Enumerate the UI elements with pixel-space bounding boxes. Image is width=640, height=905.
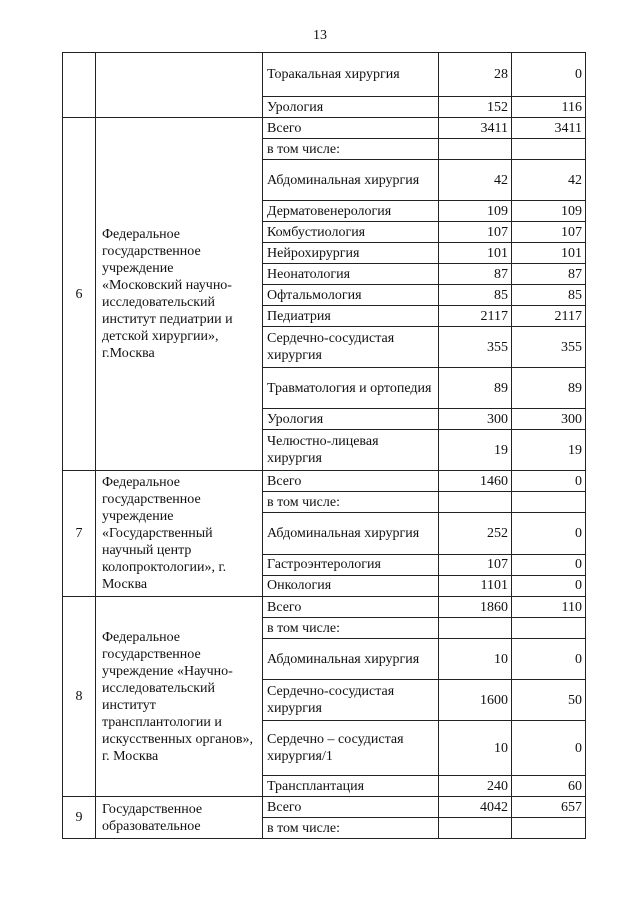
value-cell-2: 0 (512, 639, 586, 680)
specialty-cell: в том числе: (263, 139, 439, 160)
value-cell-2: 89 (512, 368, 586, 409)
value-cell-1: 109 (439, 201, 512, 222)
value-cell-1: 1860 (439, 597, 512, 618)
value-cell-2: 0 (512, 471, 586, 492)
specialty-cell: Онкология (263, 575, 439, 596)
org-name (96, 53, 263, 118)
value-cell-2 (512, 618, 586, 639)
specialty-cell: Челюстно-лицевая хирургия (263, 430, 439, 471)
specialty-cell: Урология (263, 409, 439, 430)
value-cell-1: 152 (439, 97, 512, 118)
specialty-cell: Дерматовенерология (263, 201, 439, 222)
org-name: Государственное образовательное (96, 797, 263, 839)
value-cell-2: 50 (512, 680, 586, 721)
org-number: 8 (63, 597, 96, 797)
value-cell-1: 28 (439, 53, 512, 97)
specialty-cell: Неонатология (263, 264, 439, 285)
value-cell-1: 87 (439, 264, 512, 285)
org-name: Федеральное государственное учреждение «Государственный научный центр колопроктологии», г. Москва (96, 471, 263, 597)
value-cell-2: 657 (512, 797, 586, 818)
specialty-cell: в том числе: (263, 618, 439, 639)
specialty-cell: Торакальная хирургия (263, 53, 439, 97)
value-cell-1: 85 (439, 285, 512, 306)
table-row (63, 471, 586, 492)
value-cell-2: 110 (512, 597, 586, 618)
value-cell-2: 300 (512, 409, 586, 430)
value-cell-1: 1600 (439, 680, 512, 721)
specialty-cell: Комбустиология (263, 222, 439, 243)
value-cell-1: 2117 (439, 306, 512, 327)
value-cell-1: 19 (439, 430, 512, 471)
specialty-cell: Всего (263, 597, 439, 618)
value-cell-1: 1460 (439, 471, 512, 492)
value-cell-1: 101 (439, 243, 512, 264)
specialty-cell: Нейрохирургия (263, 243, 439, 264)
value-cell-1 (439, 818, 512, 839)
specialty-cell: Сердечно – сосудистая хирургия/1 (263, 721, 439, 776)
hospital-beds-table (62, 52, 586, 839)
value-cell-1: 107 (439, 554, 512, 575)
table-row (63, 797, 586, 818)
value-cell-1: 240 (439, 776, 512, 797)
specialty-cell: Сердечно-сосудистая хирургия (263, 680, 439, 721)
value-cell-1: 3411 (439, 118, 512, 139)
org-number: 6 (63, 118, 96, 471)
value-cell-2: 0 (512, 554, 586, 575)
specialty-cell: Педиатрия (263, 306, 439, 327)
value-cell-2: 0 (512, 513, 586, 554)
org-number: 7 (63, 471, 96, 597)
specialty-cell: Урология (263, 97, 439, 118)
specialty-cell: Травматология и ортопедия (263, 368, 439, 409)
value-cell-1 (439, 618, 512, 639)
value-cell-1: 42 (439, 160, 512, 201)
specialty-cell: Абдоминальная хирургия (263, 639, 439, 680)
value-cell-2: 355 (512, 327, 586, 368)
value-cell-2: 0 (512, 53, 586, 97)
specialty-cell: Сердечно-сосудистая хирургия (263, 327, 439, 368)
value-cell-2: 107 (512, 222, 586, 243)
table-row (63, 53, 586, 97)
value-cell-2: 19 (512, 430, 586, 471)
specialty-cell: Всего (263, 471, 439, 492)
value-cell-1: 355 (439, 327, 512, 368)
value-cell-1: 4042 (439, 797, 512, 818)
value-cell-2 (512, 818, 586, 839)
specialty-cell: Абдоминальная хирургия (263, 513, 439, 554)
value-cell-2: 42 (512, 160, 586, 201)
org-name: Федеральное государственное учреждение «Московский научно-исследовательский институт педиатрии и детской хирургии», г.Москва (96, 118, 263, 471)
value-cell-2: 85 (512, 285, 586, 306)
table-row (63, 597, 586, 618)
value-cell-2: 0 (512, 721, 586, 776)
value-cell-1 (439, 492, 512, 513)
specialty-cell: в том числе: (263, 492, 439, 513)
specialty-cell: Офтальмология (263, 285, 439, 306)
value-cell-2: 116 (512, 97, 586, 118)
value-cell-2: 0 (512, 575, 586, 596)
specialty-cell: в том числе: (263, 818, 439, 839)
value-cell-1: 300 (439, 409, 512, 430)
value-cell-2: 60 (512, 776, 586, 797)
value-cell-1: 1101 (439, 575, 512, 596)
specialty-cell: Абдоминальная хирургия (263, 160, 439, 201)
specialty-cell: Гастроэнтерология (263, 554, 439, 575)
specialty-cell: Трансплантация (263, 776, 439, 797)
value-cell-2 (512, 139, 586, 160)
value-cell-2: 3411 (512, 118, 586, 139)
page-number: 13 (313, 28, 327, 43)
value-cell-1: 10 (439, 721, 512, 776)
value-cell-2 (512, 492, 586, 513)
value-cell-2: 2117 (512, 306, 586, 327)
table-row (63, 118, 586, 139)
org-number (63, 53, 96, 118)
value-cell-1: 252 (439, 513, 512, 554)
specialty-cell: Всего (263, 797, 439, 818)
value-cell-1: 10 (439, 639, 512, 680)
org-number: 9 (63, 797, 96, 839)
value-cell-1 (439, 139, 512, 160)
org-name: Федеральное государственное учреждение «Научно-исследовательский институт трансплантологии и искусственных органов», г. Москва (96, 597, 263, 797)
value-cell-1: 89 (439, 368, 512, 409)
specialty-cell: Всего (263, 118, 439, 139)
value-cell-2: 87 (512, 264, 586, 285)
value-cell-2: 109 (512, 201, 586, 222)
value-cell-2: 101 (512, 243, 586, 264)
value-cell-1: 107 (439, 222, 512, 243)
